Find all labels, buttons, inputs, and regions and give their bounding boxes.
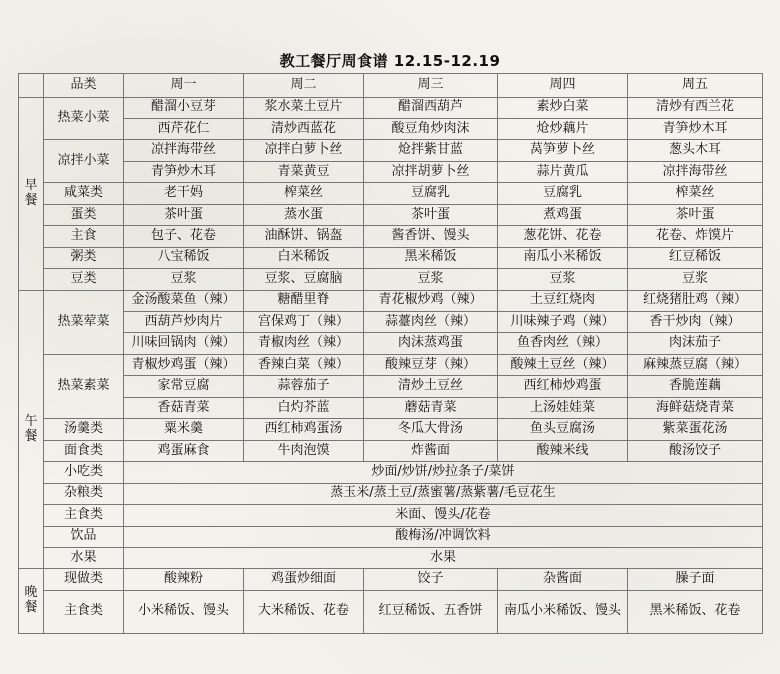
dish-cell: 茶叶蛋: [364, 204, 498, 225]
dish-cell: 臊子面: [628, 569, 763, 590]
dish-cell: 酸辣米线: [498, 440, 628, 461]
merged-dish-cell: 酸梅汤/冲调饮料: [124, 526, 763, 547]
category-cell: 豆类: [44, 269, 124, 290]
corner-cell: [19, 74, 44, 98]
dish-cell: 酸辣粉: [124, 569, 244, 590]
meal-label-breakfast: [19, 97, 44, 290]
merged-dish-cell: 蒸玉米/蒸土豆/蒸蜜薯/蒸紫薯/毛豆花生: [124, 483, 763, 504]
dish-cell: 海鲜菇烧青菜: [628, 397, 763, 418]
category-cell: 饮品: [44, 526, 124, 547]
dish-cell: 红烧猪肚鸡（辣）: [628, 290, 763, 311]
table-row: [19, 440, 763, 461]
dish-cell: 鸡蛋炒细面: [244, 569, 364, 590]
table-row: [19, 161, 763, 182]
dish-cell: 葱花饼、花卷: [498, 226, 628, 247]
table-row: [19, 505, 763, 526]
dish-cell: 红豆稀饭: [628, 247, 763, 268]
dish-cell: 金汤酸菜鱼（辣）: [124, 290, 244, 311]
dish-cell: 豆腐乳: [364, 183, 498, 204]
dish-cell: 豆浆: [124, 269, 244, 290]
table-row: [19, 269, 763, 290]
merged-dish-cell: 炒面/炒饼/炒拉条子/菜饼: [124, 462, 763, 483]
dish-cell: 杂酱面: [498, 569, 628, 590]
dish-cell: 莴笋萝卜丝: [498, 140, 628, 161]
table-row: [19, 590, 763, 633]
category-cell: 面食类: [44, 440, 124, 461]
dish-cell: 青笋炒木耳: [124, 161, 244, 182]
dish-cell: 清炒土豆丝: [364, 376, 498, 397]
dish-cell: 油酥饼、锅盔: [244, 226, 364, 247]
dish-cell: 葱头木耳: [628, 140, 763, 161]
category-cell: 热菜荤菜: [44, 290, 124, 354]
header-row: [19, 74, 763, 98]
dish-cell: 土豆红烧肉: [498, 290, 628, 311]
dish-cell: 豆腐乳: [498, 183, 628, 204]
dish-cell: 花卷、炸馍片: [628, 226, 763, 247]
category-cell: 粥类: [44, 247, 124, 268]
dish-cell: 豆浆、豆腐脑: [244, 269, 364, 290]
category-cell: 小吃类: [44, 462, 124, 483]
dish-cell: 凉拌白萝卜丝: [244, 140, 364, 161]
dish-cell: 酸汤饺子: [628, 440, 763, 461]
dish-cell: 凉拌胡萝卜丝: [364, 161, 498, 182]
dish-cell: 小米稀饭、馒头: [124, 590, 244, 633]
meal-label-dinner: [19, 569, 44, 634]
dish-cell: 包子、花卷: [124, 226, 244, 247]
dish-cell: 黑米稀饭: [364, 247, 498, 268]
category-cell: 热菜素菜: [44, 354, 124, 418]
dish-cell: 川味回锅肉（辣）: [124, 333, 244, 354]
dish-cell: 青笋炒木耳: [628, 118, 763, 139]
table-row: [19, 526, 763, 547]
dish-cell: 青菜黄豆: [244, 161, 364, 182]
dish-cell: 蒸水蛋: [244, 204, 364, 225]
dish-cell: 西红柿炒鸡蛋: [498, 376, 628, 397]
dish-cell: 酸辣豆芽（辣）: [364, 354, 498, 375]
meal-text: 晚 餐: [24, 585, 38, 616]
dish-cell: 家常豆腐: [124, 376, 244, 397]
dish-cell: 凉拌海带丝: [124, 140, 244, 161]
dish-cell: 酸辣土豆丝（辣）: [498, 354, 628, 375]
dish-cell: 西葫芦炒肉片: [124, 312, 244, 333]
table-row: [19, 183, 763, 204]
table-row: [19, 376, 763, 397]
header-day-thu: 周四: [498, 74, 628, 98]
dish-cell: 上汤娃娃菜: [498, 397, 628, 418]
dish-cell: 西芹花仁: [124, 118, 244, 139]
dish-cell: 白米稀饭: [244, 247, 364, 268]
dish-cell: 煮鸡蛋: [498, 204, 628, 225]
dish-cell: 川味辣子鸡（辣）: [498, 312, 628, 333]
dish-cell: 素炒白菜: [498, 97, 628, 118]
dish-cell: 青椒炒鸡蛋（辣）: [124, 354, 244, 375]
dish-cell: 醋溜西葫芦: [364, 97, 498, 118]
dish-cell: 大米稀饭、花卷: [244, 590, 364, 633]
category-cell: 水果: [44, 548, 124, 569]
dish-cell: 鱼头豆腐汤: [498, 419, 628, 440]
table-row: [19, 462, 763, 483]
header-day-fri: 周五: [628, 74, 763, 98]
category-cell: 热菜小菜: [44, 97, 124, 140]
dish-cell: 青花椒炒鸡（辣）: [364, 290, 498, 311]
dish-cell: 炝炒藕片: [498, 118, 628, 139]
dish-cell: 冬瓜大骨汤: [364, 419, 498, 440]
dish-cell: 西红柿鸡蛋汤: [244, 419, 364, 440]
table-row: [19, 569, 763, 590]
table-row: [19, 483, 763, 504]
dish-cell: 粟米羹: [124, 419, 244, 440]
dish-cell: 老干妈: [124, 183, 244, 204]
dish-cell: 鱼香肉丝（辣）: [498, 333, 628, 354]
meal-text: 午 餐: [24, 413, 38, 444]
header-day-wed: 周三: [364, 74, 498, 98]
meal-text: 早 餐: [24, 177, 38, 208]
dish-cell: 浆水菜土豆片: [244, 97, 364, 118]
meal-label-lunch: [19, 290, 44, 569]
dish-cell: 豆浆: [498, 269, 628, 290]
dish-cell: 蒜蓉茄子: [244, 376, 364, 397]
category-cell: 现做类: [44, 569, 124, 590]
category-cell: 主食: [44, 226, 124, 247]
header-day-mon: 周一: [124, 74, 244, 98]
dish-cell: 八宝稀饭: [124, 247, 244, 268]
category-cell: 咸菜类: [44, 183, 124, 204]
dish-cell: 榨菜丝: [628, 183, 763, 204]
dish-cell: 蘑菇青菜: [364, 397, 498, 418]
dish-cell: 酸豆角炒肉沫: [364, 118, 498, 139]
dish-cell: 清炒西蓝花: [244, 118, 364, 139]
table-row: [19, 354, 763, 375]
dish-cell: 清炒有西兰花: [628, 97, 763, 118]
header-day-tue: 周二: [244, 74, 364, 98]
table-row: [19, 204, 763, 225]
dish-cell: 茶叶蛋: [628, 204, 763, 225]
table-row: [19, 97, 763, 118]
table-row: [19, 312, 763, 333]
merged-dish-cell: 水果: [124, 548, 763, 569]
dish-cell: 豆浆: [364, 269, 498, 290]
category-cell: 汤羹类: [44, 419, 124, 440]
dish-cell: 香脆莲藕: [628, 376, 763, 397]
dish-cell: 鸡蛋麻食: [124, 440, 244, 461]
dish-cell: 红豆稀饭、五香饼: [364, 590, 498, 633]
dish-cell: 榨菜丝: [244, 183, 364, 204]
dish-cell: 肉沫茄子: [628, 333, 763, 354]
table-row: [19, 140, 763, 161]
dish-cell: 南瓜小米稀饭: [498, 247, 628, 268]
dish-cell: 饺子: [364, 569, 498, 590]
dish-cell: 豆浆: [628, 269, 763, 290]
category-cell: 蛋类: [44, 204, 124, 225]
dish-cell: 黑米稀饭、花卷: [628, 590, 763, 633]
dish-cell: 紫菜蛋花汤: [628, 419, 763, 440]
category-cell: 主食类: [44, 505, 124, 526]
dish-cell: 白灼芥蓝: [244, 397, 364, 418]
dish-cell: 酱香饼、馒头: [364, 226, 498, 247]
dish-cell: 蒜片黄瓜: [498, 161, 628, 182]
dish-cell: 牛肉泡馍: [244, 440, 364, 461]
table-row: [19, 118, 763, 139]
table-row: [19, 226, 763, 247]
dish-cell: 炸酱面: [364, 440, 498, 461]
table-row: [19, 397, 763, 418]
category-cell: 凉拌小菜: [44, 140, 124, 183]
dish-cell: 醋溜小豆芽: [124, 97, 244, 118]
table-row: [19, 419, 763, 440]
dish-cell: 南瓜小米稀饭、馒头: [498, 590, 628, 633]
table-row: [19, 290, 763, 311]
dish-cell: 肉沫蒸鸡蛋: [364, 333, 498, 354]
table-row: [19, 548, 763, 569]
dish-cell: 宫保鸡丁（辣）: [244, 312, 364, 333]
table-row: [19, 333, 763, 354]
dish-cell: 蒜薹肉丝（辣）: [364, 312, 498, 333]
category-cell: 杂粮类: [44, 483, 124, 504]
dish-cell: 青椒肉丝（辣）: [244, 333, 364, 354]
dish-cell: 凉拌海带丝: [628, 161, 763, 182]
dish-cell: 糖醋里脊: [244, 290, 364, 311]
dish-cell: 麻辣蒸豆腐（辣）: [628, 354, 763, 375]
table-row: [19, 247, 763, 268]
dish-cell: 炝拌紫甘蓝: [364, 140, 498, 161]
merged-dish-cell: 米面、馒头/花卷: [124, 505, 763, 526]
dish-cell: 香菇青菜: [124, 397, 244, 418]
dish-cell: 香干炒肉（辣）: [628, 312, 763, 333]
dish-cell: 香辣白菜（辣）: [244, 354, 364, 375]
category-cell: 主食类: [44, 590, 124, 633]
header-category: 品类: [44, 74, 124, 98]
page-title: 教工餐厅周食谱 12.15-12.19: [279, 52, 501, 70]
menu-table: [18, 73, 763, 634]
dish-cell: 茶叶蛋: [124, 204, 244, 225]
